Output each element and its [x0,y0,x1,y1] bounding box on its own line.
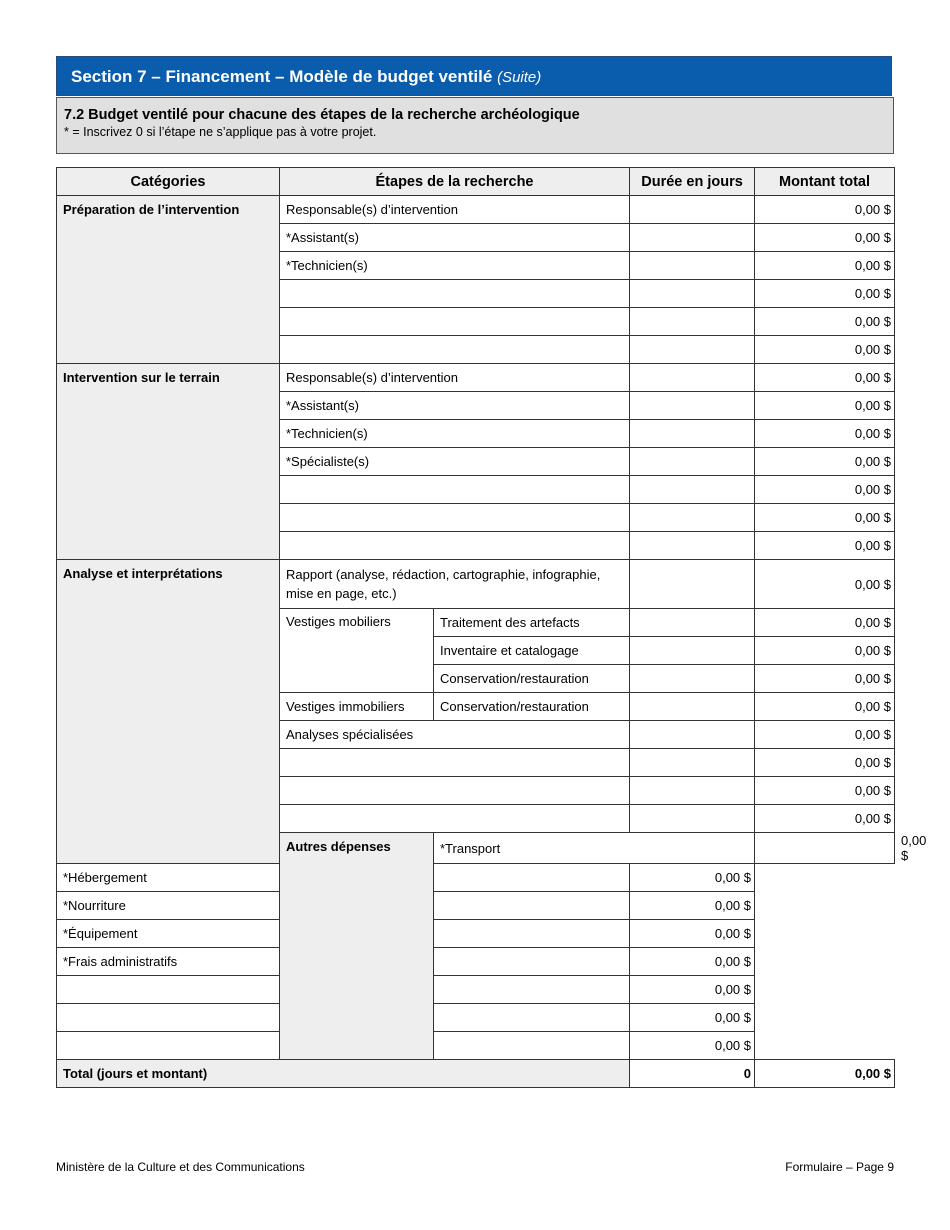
duree-input[interactable] [434,920,630,948]
etape-cell[interactable] [57,1032,434,1060]
duree-input[interactable] [630,777,755,805]
montant-cell: 0,00 $ [755,336,895,364]
table-row [57,948,895,976]
etape-cell[interactable] [280,532,630,560]
etape-cell[interactable]: *Nourriture [57,892,434,920]
duree-input[interactable] [630,805,755,833]
montant-cell: 0,00 $ [755,420,895,448]
montant-cell: 0,00 $ [630,948,755,976]
table-row [57,1032,895,1060]
duree-input[interactable] [630,721,755,749]
duree-input[interactable] [630,560,755,609]
montant-cell: 0,00 $ [755,805,895,833]
table-row [57,1004,895,1032]
duree-input[interactable] [434,976,630,1004]
etape-cell[interactable]: *Assistant(s) [280,224,630,252]
category-preparation: Préparation de l’intervention [57,196,280,364]
header-duree: Durée en jours [630,168,755,196]
header-montant: Montant total [755,168,895,196]
montant-cell: 0,00 $ [630,1004,755,1032]
duree-input[interactable] [434,948,630,976]
footer-ministry: Ministère de la Culture et des Communications [56,1160,305,1174]
etape-subitem[interactable]: Conservation/restauration [434,693,630,721]
etape-subitem[interactable]: Inventaire et catalogage [434,637,630,665]
duree-input[interactable] [630,364,755,392]
duree-input[interactable] [630,308,755,336]
etape-subitem[interactable]: Traitement des artefacts [434,609,630,637]
table-row [57,196,895,224]
etape-cell[interactable]: *Frais administratifs [57,948,434,976]
etape-cell[interactable] [280,749,630,777]
table-row [57,920,895,948]
etape-subitem[interactable]: Conservation/restauration [434,665,630,693]
duree-input[interactable] [630,196,755,224]
duree-input[interactable] [755,833,895,864]
montant-cell: 0,00 $ [755,224,895,252]
etape-cell[interactable] [57,976,434,1004]
footer-page: Formulaire – Page 9 [785,1160,894,1174]
duree-input[interactable] [630,448,755,476]
table-row [57,560,895,609]
etape-cell[interactable]: Analyses spécialisées [280,721,630,749]
etape-cell[interactable] [280,308,630,336]
subsection-box [56,97,894,154]
vestiges-immobiliers: Vestiges immobiliers [280,693,434,721]
montant-cell: 0,00 $ [755,308,895,336]
total-row [57,1060,895,1088]
section-title: Section 7 – Financement – Modèle de budget ventilé [71,67,493,86]
duree-input[interactable] [434,892,630,920]
etape-cell[interactable] [280,280,630,308]
montant-cell: 0,00 $ [755,560,895,609]
duree-input[interactable] [630,224,755,252]
montant-cell: 0,00 $ [755,749,895,777]
montant-cell: 0,00 $ [755,476,895,504]
vestiges-mobiliers: Vestiges mobiliers [280,609,434,693]
montant-cell: 0,00 $ [755,609,895,637]
table-row: Autres dépenses *Transport 0,00 $ [57,833,895,864]
etape-cell[interactable]: *Hébergement [57,864,434,892]
table-row [57,976,895,1004]
duree-input[interactable] [630,280,755,308]
montant-cell: 0,00 $ [630,920,755,948]
etape-cell[interactable]: *Transport [434,833,755,864]
montant-cell: 0,00 $ [755,532,895,560]
duree-input[interactable] [630,609,755,637]
etape-cell[interactable]: *Assistant(s) [280,392,630,420]
montant-cell: 0,00 $ [755,777,895,805]
montant-cell: 0,00 $ [755,196,895,224]
duree-input[interactable] [630,665,755,693]
duree-input[interactable] [630,252,755,280]
montant-cell: 0,00 $ [755,637,895,665]
table-header-row [57,168,895,196]
budget-table [56,167,927,1088]
montant-cell: 0,00 $ [755,693,895,721]
duree-input[interactable] [630,532,755,560]
montant-cell: 0,00 $ [755,364,895,392]
etape-cell[interactable] [280,476,630,504]
etape-cell[interactable]: Responsable(s) d’intervention [280,196,630,224]
montant-cell: 0,00 $ [755,280,895,308]
subsection-title: 7.2 Budget ventilé pour chacune des étapes de la recherche archéologique [64,107,580,123]
category-analyse: Analyse et interprétations [57,560,280,864]
montant-cell: 0,00 $ [630,892,755,920]
montant-cell: 0,00 $ [755,504,895,532]
etape-cell[interactable] [280,336,630,364]
total-label: Total (jours et montant) [57,1060,630,1088]
montant-cell: 0,00 $ [630,1032,755,1060]
etape-cell[interactable]: *Technicien(s) [280,252,630,280]
duree-input[interactable] [630,420,755,448]
table-row [57,864,895,892]
duree-input[interactable] [630,336,755,364]
etape-rapport[interactable]: Rapport (analyse, rédaction, cartographie, infographie, mise en page, etc.) [280,560,630,609]
montant-cell: 0,00 $ [755,665,895,693]
section-header [56,56,892,96]
total-amount: 0,00 $ [755,1060,895,1088]
duree-input[interactable] [630,637,755,665]
montant-cell: 0,00 $ [755,392,895,420]
montant-cell: 0,00 $ [755,448,895,476]
table-row [57,364,895,392]
duree-input[interactable] [630,749,755,777]
duree-input[interactable] [630,693,755,721]
etape-cell[interactable] [280,504,630,532]
header-categories: Catégories [57,168,280,196]
etape-cell[interactable] [57,1004,434,1032]
header-etapes: Étapes de la recherche [280,168,630,196]
subsection-note: * = Inscrivez 0 si l’étape ne s’applique pas à votre projet. [64,125,377,139]
montant-cell: 0,00 $ [630,864,755,892]
category-terrain: Intervention sur le terrain [57,364,280,560]
montant-cell: 0,00 $ [630,976,755,1004]
etape-cell[interactable]: *Technicien(s) [280,420,630,448]
total-days: 0 [630,1060,755,1088]
etape-cell[interactable]: *Spécialiste(s) [280,448,630,476]
table-row [57,892,895,920]
duree-input[interactable] [630,504,755,532]
montant-cell: 0,00 $ [755,252,895,280]
category-autres: Autres dépenses [280,833,434,1060]
etape-cell[interactable] [280,777,630,805]
etape-cell[interactable] [280,805,630,833]
etape-cell[interactable]: *Équipement [57,920,434,948]
duree-input[interactable] [434,1004,630,1032]
etape-cell[interactable]: Responsable(s) d’intervention [280,364,630,392]
montant-cell: 0,00 $ [755,721,895,749]
duree-input[interactable] [630,392,755,420]
duree-input[interactable] [630,476,755,504]
section-suite: (Suite) [497,69,542,86]
duree-input[interactable] [434,864,630,892]
duree-input[interactable] [434,1032,630,1060]
